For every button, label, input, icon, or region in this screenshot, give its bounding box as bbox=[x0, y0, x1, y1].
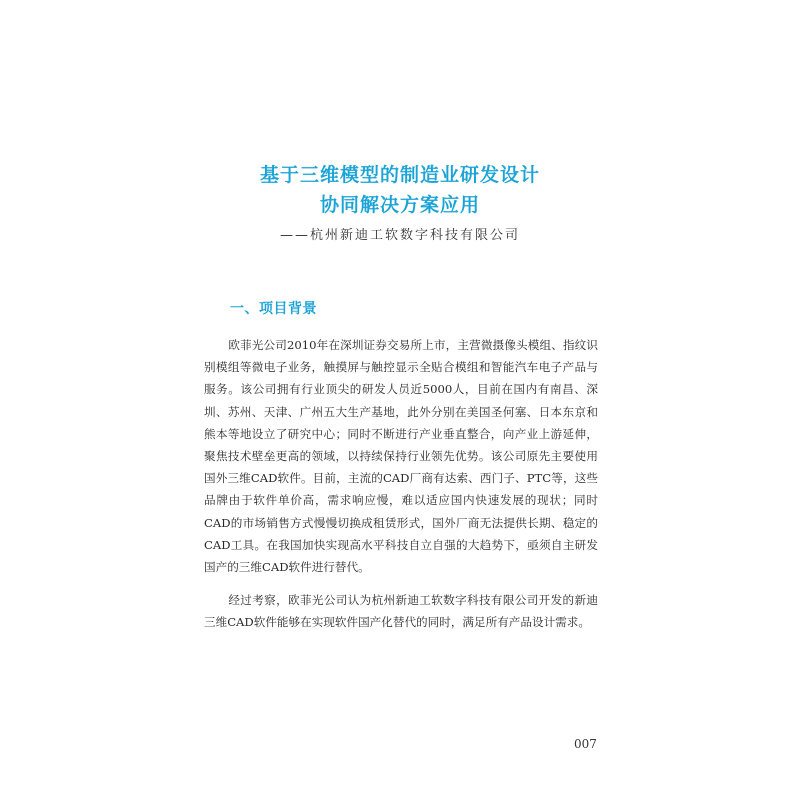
body-paragraph-2: 经过考察，欧菲光公司认为杭州新迪工软数字科技有限公司开发的新迪三维CAD软件能够在实现软件国产化替代的同时，满足所有产品设计需求。 bbox=[204, 593, 598, 630]
page-title-line-2: 协同解决方案应用 bbox=[319, 194, 480, 216]
page-subtitle: ——杭州新迪工软数字科技有限公司 bbox=[279, 228, 520, 243]
page-number: 007 bbox=[574, 737, 597, 751]
body-paragraph-1: 欧菲光公司2010年在深圳证券交易所上市，主营微摄像头模组、指纹识别模组等微电子业务，触摸屏与触控显示全贴合模组和智能汽车电子产品与服务。该公司拥有行业顶尖的研发人员近5000人，目前在国内有南昌、深圳、苏州、天津、广州五大生产基地，此外分别在美国圣何塞、日本东京和熊本等地设立了研究中心；同时不断进行产业垂直整合，向产业上游延伸，聚焦技术壁垒更高的领域，以持续保持行业领先优势。该公司原先主要使用国外三维CAD软件。目前，主流的CAD厂商有达索、西门子、PTC等，这些品牌由于软件单价高，需求响应慢，难以适应国内快速发展的现状；同时CAD的市场销售方式慢慢切换成租赁形式，国外厂商无法提供长期、稳定的CAD工具。在我国加快实现高水平科技自立自强的大趋势下，亟须自主研发国产的三维CAD软件进行替代。 bbox=[204, 338, 598, 575]
section-heading: 一、项目背景 bbox=[230, 301, 317, 317]
page-title-line-1: 基于三维模型的制造业研发设计 bbox=[259, 164, 540, 186]
